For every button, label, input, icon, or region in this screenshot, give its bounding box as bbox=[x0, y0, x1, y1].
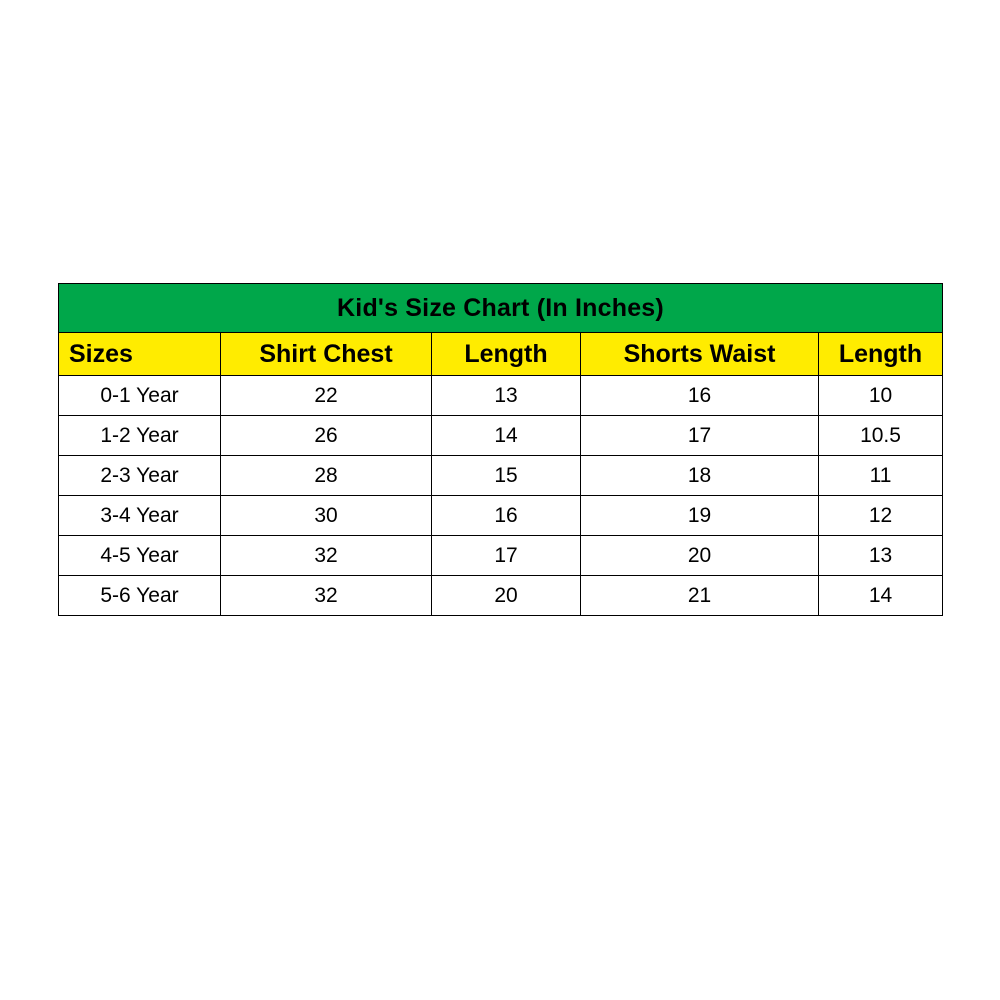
cell-size: 3-4 Year bbox=[59, 496, 221, 536]
table-title-row bbox=[59, 284, 943, 333]
table-row bbox=[59, 376, 943, 416]
cell-size: 2-3 Year bbox=[59, 456, 221, 496]
size-chart-table bbox=[58, 283, 943, 616]
cell-size: 1-2 Year bbox=[59, 416, 221, 456]
table-row bbox=[59, 576, 943, 616]
cell-shirt-length: 17 bbox=[432, 536, 581, 576]
cell-shirt-length: 13 bbox=[432, 376, 581, 416]
cell-shirt-chest: 30 bbox=[221, 496, 432, 536]
cell-shorts-length: 13 bbox=[819, 536, 943, 576]
cell-shirt-chest: 32 bbox=[221, 576, 432, 616]
cell-shorts-waist: 19 bbox=[581, 496, 819, 536]
cell-shorts-length: 14 bbox=[819, 576, 943, 616]
cell-shirt-length: 15 bbox=[432, 456, 581, 496]
cell-shorts-length: 11 bbox=[819, 456, 943, 496]
cell-shorts-length: 12 bbox=[819, 496, 943, 536]
cell-shorts-waist: 16 bbox=[581, 376, 819, 416]
cell-shirt-length: 16 bbox=[432, 496, 581, 536]
table-row bbox=[59, 416, 943, 456]
cell-size: 4-5 Year bbox=[59, 536, 221, 576]
table-row bbox=[59, 456, 943, 496]
size-chart-container bbox=[58, 283, 942, 616]
cell-size: 5-6 Year bbox=[59, 576, 221, 616]
chart-title: Kid's Size Chart (In Inches) bbox=[59, 284, 943, 333]
column-header-shirt-chest: Shirt Chest bbox=[221, 333, 432, 376]
cell-shorts-waist: 20 bbox=[581, 536, 819, 576]
table-head bbox=[59, 284, 943, 376]
column-header-shirt-length: Length bbox=[432, 333, 581, 376]
cell-shorts-length: 10.5 bbox=[819, 416, 943, 456]
column-header-shorts-length: Length bbox=[819, 333, 943, 376]
cell-shirt-length: 20 bbox=[432, 576, 581, 616]
table-header-row bbox=[59, 333, 943, 376]
cell-shorts-waist: 17 bbox=[581, 416, 819, 456]
cell-shorts-waist: 18 bbox=[581, 456, 819, 496]
column-header-shorts-waist: Shorts Waist bbox=[581, 333, 819, 376]
cell-shirt-chest: 32 bbox=[221, 536, 432, 576]
table-row bbox=[59, 496, 943, 536]
cell-size: 0-1 Year bbox=[59, 376, 221, 416]
column-header-sizes: Sizes bbox=[59, 333, 221, 376]
table-row bbox=[59, 536, 943, 576]
table-body bbox=[59, 376, 943, 616]
cell-shirt-length: 14 bbox=[432, 416, 581, 456]
cell-shorts-length: 10 bbox=[819, 376, 943, 416]
cell-shirt-chest: 28 bbox=[221, 456, 432, 496]
cell-shorts-waist: 21 bbox=[581, 576, 819, 616]
cell-shirt-chest: 22 bbox=[221, 376, 432, 416]
cell-shirt-chest: 26 bbox=[221, 416, 432, 456]
